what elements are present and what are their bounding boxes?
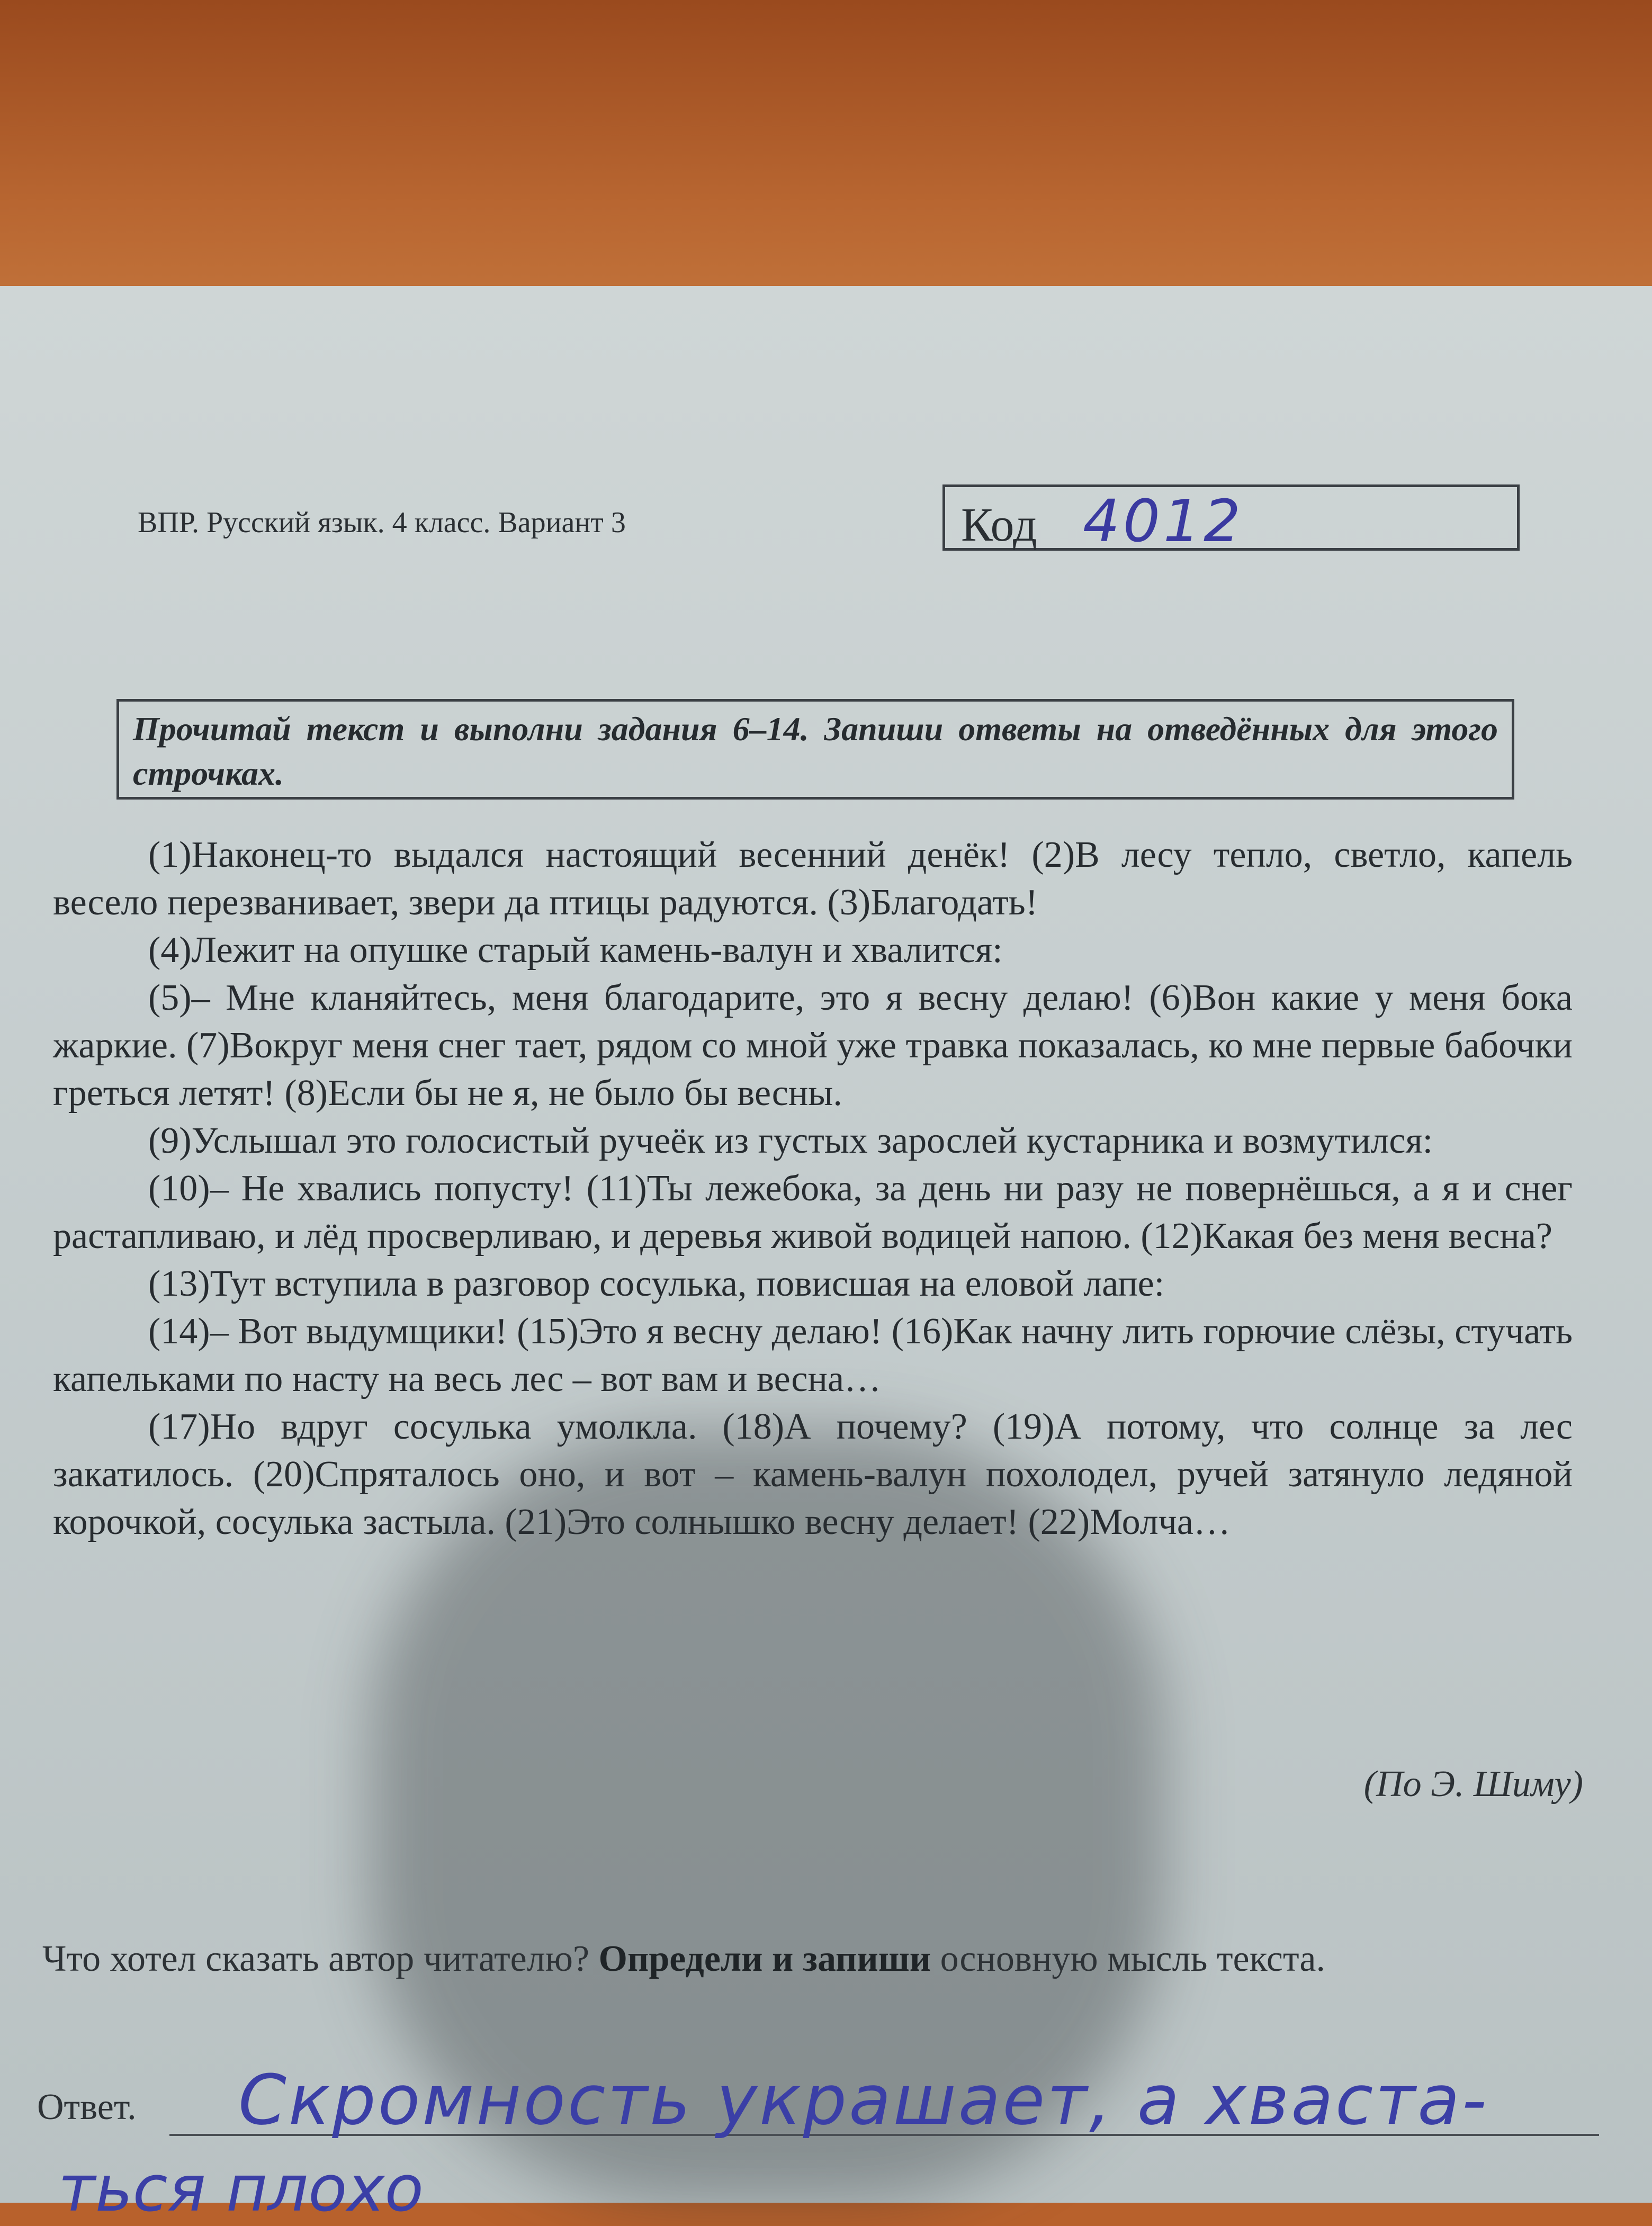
text-paragraph: (4)Лежит на опушке старый камень-валун и хвалится: (148, 930, 1003, 971)
code-value-handwritten: 4012 (1083, 487, 1244, 555)
question-bold: Определи и запиши (598, 1938, 931, 1979)
text-author: (По Э. Шиму) (1363, 1764, 1583, 1805)
answer-handwritten-line1: Скромность украшает, а хваста- (238, 2060, 1489, 2140)
text-paragraph: (17)Но вдруг сосулька умолкла. (18)А почему? (19)А потому, что солнце за лес закатилось. (20)Спряталось оно, и вот – камень-валун похолодел, ручей затянуло ледяной корочкой, сосулька застыла. (21)Это солнышко весну делает! (22)Молча… (53, 1406, 1573, 1542)
text-paragraph: (10)– Не хвались попусту! (11)Ты лежебока, за день ни разу не повернёшься, а я и снег растапливаю, и лёд просверливаю, и деревья живой водицей напою. (12)Какая без меня весна? (53, 1168, 1573, 1256)
text-paragraph: (14)– Вот выдумщики! (15)Это я весну делаю! (16)Как начну лить горючие слёзы, стучать капельками по насту на весь лес – вот вам и весна… (53, 1311, 1573, 1399)
answer-row (37, 2060, 1615, 2226)
text-paragraph: (1)Наконец-то выдался настоящий весенний денёк! (2)В лесу тепло, светло, капель весело перезванивает, звери да птицы радуются. (3)Благодать! (53, 834, 1573, 923)
text-paragraph: (9)Услышал это голосистый ручеёк из густых зарослей кустарника и возмутился: (148, 1120, 1433, 1161)
text-paragraph: (13)Тут вступила в разговор сосулька, повисшая на еловой лапе: (148, 1263, 1165, 1304)
answer-label: Ответ. (37, 2087, 137, 2128)
answer-handwritten-line2: ться плохо (58, 2152, 424, 2226)
text-paragraph: (5)– Мне кланяйтесь, меня благодарите, это я весну делаю! (6)Вон какие у меня бока жаркие. (7)Вокруг меня снег тает, рядом со мной уже травка показалась, ко мне первые бабочки греться летят! (8)Если бы не я, не было бы весны. (53, 977, 1573, 1114)
worksheet-title: ВПР. Русский язык. 4 класс. Вариант 3 (138, 506, 626, 539)
code-box (942, 484, 1520, 555)
code-label: Код (961, 499, 1037, 551)
question-part1: Что хотел сказать автор читателю? (42, 1938, 590, 1979)
question-text (42, 1927, 1604, 1991)
task-instruction-box: Прочитай текст и выполни задания 6–14. Запиши ответы на отведённых для этого строчках. (116, 699, 1514, 800)
question-part2: основную мысль текста. (940, 1938, 1325, 1979)
reading-text (53, 831, 1573, 1546)
